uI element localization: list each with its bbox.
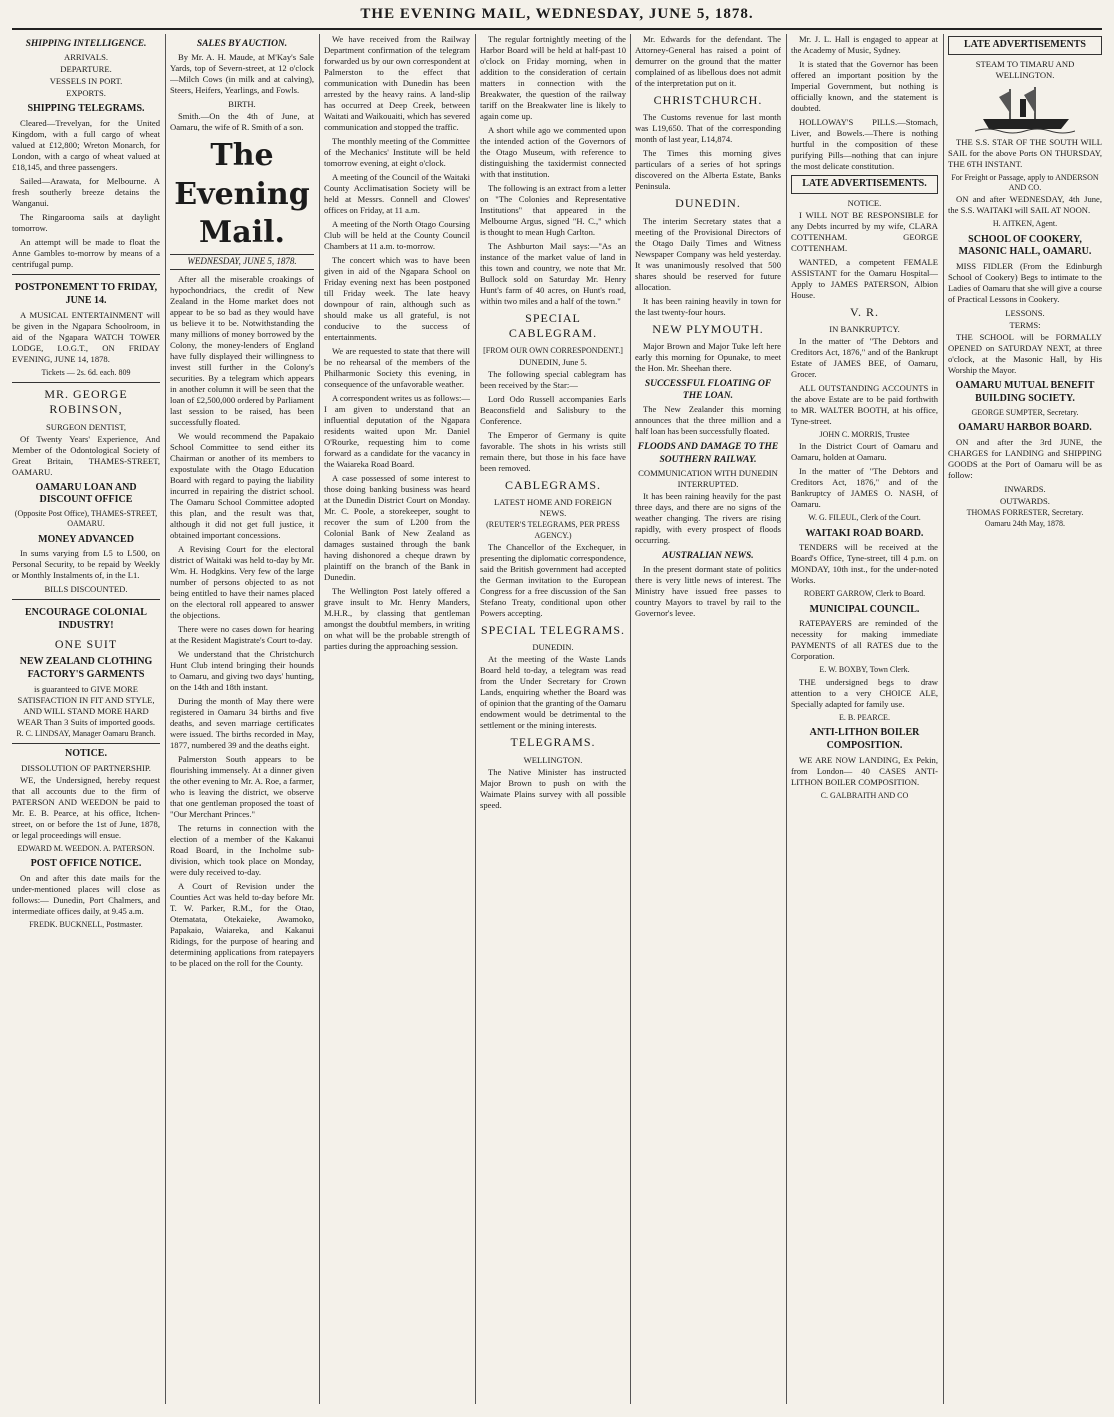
- news-paragraph: The regular fortnightly meeting of the Harbor Board will be held at half-past 10 o'clock on Friday morning, when in addition to the consideration of certain matters in connection with the Breakwater, the question of the railway tariff on the Breakwater line is likely to again come up.: [480, 34, 626, 121]
- school-opening: THE SCHOOL will be FORMALLY OPENED on SATURDAY NEXT, at three o'clock, at the Masonic Hall, by His Worship the Mayor.: [948, 332, 1102, 376]
- garrow-sig: ROBERT GARROW, Clerk to Board.: [803, 589, 926, 599]
- editorial-paragraph: During the month of May there were registered in Oamaru 34 births and five deaths, and seven marriage certificates were issued. The births recorded in May, 1877, numbered 39 and the deaths eight.: [170, 695, 314, 750]
- special-cablegram-heading: SPECIAL CABLEGRAM.: [508, 311, 598, 341]
- star-of-south-ad: THE S.S. STAR OF THE SOUTH WILL SAIL for the above Ports ON THURSDAY, THE 6TH INSTANT.: [948, 136, 1102, 169]
- birth-text: Smith.—On the 4th of June, at Oamaru, the wife of R. Smith of a son.: [170, 111, 314, 133]
- arrivals-heading: ARRIVALS.: [63, 52, 108, 63]
- departure-heading: DEPARTURE.: [60, 64, 112, 75]
- masthead: THE EVENING MAIL, WEDNESDAY, JUNE 5, 1878.: [360, 6, 754, 22]
- outwards-heading: OUTWARDS.: [1000, 495, 1050, 506]
- lessons-heading: LESSONS.: [1005, 308, 1045, 319]
- column-5: [635, 34, 781, 1404]
- news-paragraph: The Ashburton Mail says:—"As an instance of the market value of land in this town and country, we note that Mr. Bullock sold on Saturday Mr. Henry Hunt's farm of 40 acres, on Hunt's road, within two miles and a half of the town.": [480, 241, 626, 306]
- telegram-item: Sailed—Arawata, for Melbourne. A fresh southerly breeze detains the Wanganui.: [12, 175, 160, 208]
- steam-heading: STEAM TO TIMARU AND WELLINGTON.: [975, 58, 1075, 80]
- new-plymouth-heading: NEW PLYMOUTH.: [652, 321, 764, 336]
- column-1: [12, 34, 160, 1404]
- rates-text: RATEPAYERS are reminded of the necessity for making immediate PAYMENTS of all RATES due to the Corporation.: [791, 618, 938, 662]
- sales-heading: SALES BY AUCTION.: [196, 39, 288, 49]
- news-paragraph: Mr. Edwards for the defendant. The Attorney-General has raised a point of demurrer on the ground that the matter complained of as libellous does not admit of the interpretation put on it.: [635, 34, 781, 88]
- news-paragraph: The interim Secretary states that a meeting of the Provisional Directors of the Otago Daily Times and Witness Newspaper Company was held yesterday. It was unanimously resolved that 500 shares should be reserved for future allocation.: [635, 215, 781, 292]
- post-office-text: On and after this date mails for the under-mentioned places will close as follows:— Dunedin, Port Chalmers, and intermediate offices daily, at 9.45 a.m.: [12, 872, 160, 916]
- late-ads-heading: LATE ADVERTISEMENTS: [948, 36, 1102, 55]
- editorial-paragraph: After all the miserable croakings of hypochondriacs, the credit of New Zealand in the Home market does not appear to be so bad as they would have us believe it to be. Notwithstanding the many millions of money borrowed by the Colony, the money-lenders of England have fully displayed their willingness to invest still further in the Colony's securities. By a telegram which appears in another column it will be seen that the loan of £2,500,000 ordered by Parliament last session to be raised, has been successfully floated.: [170, 273, 314, 427]
- aitken-sig: H. AITKEN, Agent.: [992, 219, 1058, 229]
- news-paragraph: The New Zealander this morning announces that the three million and a half loan has been successfully floated.: [635, 404, 781, 437]
- encourage-heading: ENCOURAGE COLONIAL INDUSTRY!: [25, 607, 147, 632]
- news-paragraph: It has been raining heavily in town for the last twenty-four hours.: [635, 295, 781, 317]
- municipal-heading: MUNICIPAL COUNCIL.: [809, 603, 920, 615]
- news-paragraph: A meeting of the Council of the Waitaki County Acclimatisation Society will be held at Messrs. Connell and Clowes' offices on Friday, at 11 a.m.: [324, 172, 470, 215]
- sumpter-sig: GEORGE SUMPTER, Secretary.: [971, 407, 1079, 417]
- shipping-telegrams-heading: SHIPPING TELEGRAMS.: [27, 103, 145, 115]
- cable-item: The Chancellor of the Exchequer, in presenting the diplomatic correspondence, said the British government had accepted the German invitation to the European Congress for a free discussion of the San Stefano Treaty, conditional upon other Powers accepting.: [480, 541, 626, 618]
- loan-office-sub: (Opposite Post Office), THAMES-STREET, OAMARU.: [14, 509, 158, 529]
- column-separator: [475, 34, 476, 1404]
- cable-item: The Emperor of Germany is quite favorable. The shots in his wrists still remain there, but those in his face have been removed.: [480, 429, 626, 473]
- dentist-title: SURGEON DENTIST,: [45, 421, 127, 432]
- news-paragraph: The Customs revenue for last month was L19,650. That of the corresponding month of last year, L14,874.: [635, 112, 781, 145]
- bankruptcy-text: In the matter of "The Debtors and Creditors Act, 1876," and of the Bankrupt Estate of JAMES BEE, of Oamaru, Grocer.: [791, 336, 938, 380]
- anti-lithon-heading: ANTI-LITHON BOILER COMPOSITION.: [809, 726, 920, 751]
- galbraith-sig: C. GALBRAITH AND CO: [820, 790, 909, 800]
- pearce-sig: E. B. PEARCE.: [839, 712, 890, 722]
- lindsay-sig: R. C. LINDSAY, Manager Oamaru Branch.: [16, 728, 156, 738]
- masthead-rule: [12, 28, 1102, 30]
- harbor-text: ON and after the 3rd JUNE, the CHARGES for LANDING and SHIPPING GOODS at the Port of Oamaru will be as follow:: [948, 436, 1102, 480]
- shipping-heading: SHIPPING INTELLIGENCE.: [25, 39, 147, 49]
- news-paragraph: Major Brown and Major Tuke left here early this morning for Opunake, to meet the Hon. Mr. Sheehan there.: [635, 341, 781, 374]
- floods-heading: FLOODS AND DAMAGE TO THE SOUTHERN RAILWAY.: [637, 442, 779, 465]
- vr-heading: V. R.: [849, 304, 880, 319]
- column-2: [170, 34, 314, 1404]
- cablegrams-heading: CABLEGRAMS.: [504, 477, 601, 492]
- one-suit: ONE SUIT: [54, 636, 118, 651]
- vessels-heading: VESSELS IN PORT.: [49, 76, 123, 87]
- editorial-paragraph: We would recommend the Papakaio School Committee to send either its Chairman or another of its members to expostulate with the Otago Education Board with regard to paying the liability incurred in repairing the district school. The Oamaru School Committee adopted this plan, and the result was that, although it did not get full justice, it obtained important concessions.: [170, 430, 314, 540]
- tenders-text: TENDERS will be received at the Board's Office, Tyne-street, till 4 p.m. on MONDAY, 10th inst., for the under-noted Works.: [791, 542, 938, 586]
- cookery-heading: SCHOOL OF COOKERY, MASONIC HALL, OAMARU.: [958, 233, 1092, 258]
- late-ads-heading: LATE ADVERTISEMENTS.: [791, 175, 938, 194]
- christchurch-heading: CHRISTCHURCH.: [653, 93, 763, 107]
- column-separator: [630, 34, 631, 1404]
- clerk-sig: W. G. FILEUL, Clerk of the Court.: [808, 513, 921, 523]
- news-paragraph: It has been raining heavily for the past three days, and there are no signs of the weather changing. The rivers are rising rapidly, with every prospect of floods occurring.: [635, 490, 781, 545]
- post-office-heading: POST OFFICE NOTICE.: [30, 858, 142, 870]
- bankruptcy-text: ALL OUTSTANDING ACCOUNTS in the above Estate are to be paid forthwith to MR. WALTER BOOTH, at his office, Tyne-street.: [791, 383, 938, 427]
- news-paragraph: The Times this morning gives particulars of a series of hot springs discovered on the Alberta Estate, Banks Peninsula.: [635, 148, 781, 192]
- dateline: DUNEDIN.: [532, 642, 574, 653]
- postponement-heading: POSTPONEMENT TO FRIDAY, JUNE 14.: [14, 281, 158, 306]
- choice-ale-ad: THE undersigned begs to draw attention to a very CHOICE ALE, Specially adapted for family use.: [791, 676, 938, 709]
- nash-text: In the matter of "The Debtors and Creditors Act, 1876," and of the Bankruptcy of JAMES O. NASH, of Oamaru.: [791, 466, 938, 510]
- editorial-paragraph: There were no cases down for hearing at the Resident Magistrate's Court to-day.: [170, 623, 314, 645]
- bankruptcy-heading: IN BANKRUPTCY.: [829, 324, 900, 335]
- money-advanced-heading: MONEY ADVANCED: [38, 533, 134, 545]
- news-paragraph: A short while ago we commented upon the intended action of the Governors of the Otago Museum, with reference to distinguishing the taxidermist connected with that institution.: [480, 125, 626, 179]
- column-7: [948, 34, 1102, 1404]
- dissolution-sig: EDWARD M. WEEDON. A. PATERSON.: [17, 843, 155, 853]
- column-separator: [319, 34, 320, 1404]
- column-6: [791, 34, 938, 1404]
- tickets-line: Tickets — 2s. 6d. each. 809: [41, 367, 131, 377]
- wanted-ad: WANTED, a competent FEMALE ASSISTANT for the Oamaru Hospital—Apply to JAMES PATERSON, Albion House.: [791, 256, 938, 300]
- news-paragraph: Mr. J. L. Hall is engaged to appear at the Academy of Music, Sydney.: [791, 34, 938, 55]
- notice-heading: NOTICE.: [65, 748, 107, 760]
- reuter-line: (REUTER'S TELEGRAMS, PER PRESS AGENCY.): [486, 520, 620, 540]
- fidler-text: MISS FIDLER (From the Edinburgh School of Cookery) Begs to intimate to the Ladies of Oamaru that she will give a course of Practical Lessons in Cookery.: [948, 261, 1102, 305]
- dentist-name: MR. GEORGE ROBINSON,: [44, 386, 128, 417]
- cottenham-notice: I WILL NOT BE RESPONSIBLE for any Debts incurred by my wife, CLARA COTTENHAM. GEORGE COTTENHAM.: [791, 209, 938, 253]
- dateline: DUNEDIN, June 5.: [519, 356, 587, 367]
- australian-heading: AUSTRALIAN NEWS.: [662, 550, 754, 561]
- forrester-sig: THOMAS FORRESTER, Secretary.: [966, 507, 1084, 517]
- trustee-sig: JOHN C. MORRIS, Trustee: [819, 430, 910, 440]
- steamship-icon: [975, 83, 1075, 135]
- district-court: In the District Court of Oamaru and Oamaru, holden at Oamaru.: [791, 441, 938, 463]
- news-paragraph: It is stated that the Governor has been offered an important position by the Imperial Government, but nothing is officially known, and the statement is doubted.: [791, 59, 938, 113]
- latest-news-heading: LATEST HOME AND FOREIGN NEWS.: [493, 497, 612, 519]
- postmaster-sig: FREDK. BUCKNELL, Postmaster.: [29, 919, 143, 929]
- boxby-sig: E. W. BOXBY, Town Clerk.: [819, 665, 910, 675]
- money-text: In sums varying from L5 to L500, on Personal Security, to be repaid by Weekly or Monthly Instalments of, in the L1.: [12, 548, 160, 581]
- bills-heading: BILLS DISCOUNTED.: [44, 584, 128, 595]
- editorial-paragraph: A Revising Court for the electoral district of Waitaki was held to-day by Mr. Wm. H. Hodgkins. Very few of the large number of persons objected to as not being entitled to have their names placed on the electoral roll appeared to answer the objections.: [170, 543, 314, 620]
- telegrams-heading: TELEGRAMS.: [510, 735, 596, 750]
- own-correspondent: [FROM OUR OWN CORRESPONDENT.]: [483, 345, 623, 355]
- waitaki-sailing: ON and after WEDNESDAY, 4th June, the S.S. WAITAKI will SAIL AT NOON.: [948, 194, 1102, 216]
- mutual-heading: OAMARU MUTUAL BENEFIT BUILDING SOCIETY.: [955, 380, 1095, 404]
- news-paragraph: We have received from the Railway Department confirmation of the telegram forwarded us by our own correspondent at Palmerston to the effect that communication with Dunedin has been arrested by the heavy rains. A land-slip has occurred at Deep Creek, between Waitati and Waikouaiti, which has severed communication and stopped the traffic.: [324, 34, 470, 132]
- notice-heading: NOTICE.: [847, 197, 882, 208]
- news-paragraph: In the present dormant state of politics there is very little news of interest. The Ministry have issued free passes to country Mayors to travel by rail to the Governor's levee.: [635, 563, 781, 618]
- news-paragraph: The monthly meeting of the Committee of the Mechanics' Institute will be held tomorrow evening, at eight o'clock.: [324, 136, 470, 168]
- exports-heading: EXPORTS.: [66, 88, 106, 99]
- freight-line: For Freight or Passage, apply to ANDERSON AND CO.: [951, 172, 1099, 193]
- paper-title: The Evening Mail.: [174, 138, 310, 250]
- loan-office-heading: OAMARU LOAN AND DISCOUNT OFFICE: [35, 481, 137, 506]
- column-3: [324, 34, 470, 1404]
- inwards-heading: INWARDS.: [1004, 483, 1046, 494]
- dunedin-heading: DUNEDIN.: [675, 196, 741, 211]
- news-paragraph: A case possessed of some interest to those doing banking business was heard at the Dunedin District Court on Monday. Mr. C. Poole, a storekeeper, sought to recover the sum of L200 from the Colonial Bank of New Zealand as damages sustained through the bank having dishonored a cheque drawn by plaintiff on the branch of the Bank in Dunedin.: [324, 473, 470, 582]
- anti-lithon-text: WE ARE NOW LANDING, Ex Pekin, from London— 40 CASES ANTI-LITHON BOILER COMPOSITION.: [791, 754, 938, 787]
- news-paragraph: A meeting of the North Otago Coursing Club will be held at the County Council Chambers at 11 a.m. to-morrow.: [324, 219, 470, 251]
- news-paragraph: The following is an extract from a letter on "The Colonies and Representative Institutions" that appeared in the Melbourne Argus, signed "H. C.," which is thought to mean Hugh Carlton.: [480, 183, 626, 237]
- news-paragraph: The Wellington Post lately offered a grave insult to Mr. Henry Manders, M.H.R., by classing that gentleman amongst the doubtful members, in writing on what will be the probable strength of parties during the approaching session.: [324, 586, 470, 651]
- cable-item: Lord Odo Russell accompanies Earls Beaconsfield and Salisbury to the Conference.: [480, 393, 626, 426]
- cable-item: The Native Minister has instructed Major Brown to push on with the Waimate Plains survey with all possible speed.: [480, 766, 626, 810]
- telegram-item: Cleared—Trevelyan, for the United Kingdom, with a full cargo of wheat valued at £12,800; Wreton Monarch, for London, with a cargo of wheat valued at £18,145, and three passengers.: [12, 117, 160, 172]
- cable-item: The following special cablegram has been received by the Star:—: [480, 368, 626, 390]
- editorial-paragraph: We understand that the Christchurch Hunt Club intend bringing their hounds to Oamaru, and giving two days' hunting, on the 14th and 18th instant.: [170, 648, 314, 692]
- waitaki-board-heading: WAITAKI ROAD BOARD.: [805, 527, 924, 539]
- editorial-dateline: WEDNESDAY, JUNE 5, 1878.: [170, 254, 314, 270]
- dissolution-heading: DISSOLUTION OF PARTNERSHIP.: [21, 762, 151, 773]
- dissolution-text: WE, the Undersigned, hereby request that all accounts due to the firm of PATERSON AND WEEDON be paid to Mr. E. B. Pearce, at his office, Itchen-street, on or before the 1st of June, 1878, or legal proceedings will ensue.: [12, 774, 160, 840]
- communication-heading: COMMUNICATION WITH DUNEDIN INTERRUPTED.: [638, 467, 778, 489]
- cable-item: At the meeting of the Waste Lands Board held to-day, a telegram was read from the Under Secretary for Crown Lands, enquiring whether the Board was of opinion that the granting of the Oamaru endowment would be detrimental to the settlement or the mining interests.: [480, 654, 626, 731]
- column-separator: [943, 34, 944, 1404]
- news-paragraph: We are requested to state that there will be no rehearsal of the members of the Philharmonic Society this evening, in consequence of the unfavorable weather.: [324, 346, 470, 389]
- dateline: WELLINGTON.: [523, 754, 583, 765]
- editorial-paragraph: Palmerston South appears to be flourishing immensely. At a dinner given the other evening to Mr. A. Roe, a farmer, who is leaving the district, we observe that one gentleman proposed the toast of "Our Merchant Princes.": [170, 753, 314, 819]
- editorial-paragraph: The returns in connection with the election of a member of the Kakanui Road Board, in the Incholme sub-division, which took place on Monday, were duly received to-day.: [170, 822, 314, 877]
- sales-text: By Mr. A. H. Maude, at M'Kay's Sale Yards, top of Severn-street, at 12 o'clock —Milch Cows (in milk and at calving), Steers, Heifers, Yearlings, and Fowls.: [170, 52, 314, 96]
- special-telegrams-heading: SPECIAL TELEGRAMS.: [480, 622, 625, 637]
- holloway-ad: HOLLOWAY'S PILLS.—Stomach, Liver, and Bowels.—There is nothing hurtful in the composition of these purifying Pills—nothing that can injure the most delicate constitution.: [791, 117, 938, 171]
- column-4: [480, 34, 626, 1404]
- column-separator: [165, 34, 166, 1404]
- telegram-item: The Ringarooma sails at daylight tomorrow.: [12, 211, 160, 233]
- guaranteed-text: is guaranteed to GIVE MORE SATISFACTION IN FIT AND STYLE, AND WILL STAND MORE HARD WEAR Than 3 Suits of imported goods.: [16, 683, 156, 727]
- column-separator: [786, 34, 787, 1404]
- birth-heading: BIRTH.: [228, 99, 256, 110]
- news-paragraph: A correspondent writes us as follows:— I am given to understand that an influential deputation of the Ngapara residents waited upon Mr. Daniel O'Rourke, requesting him to come forward as a candidate for the vacancy in the Waiareka Road Board.: [324, 393, 470, 469]
- floating-heading: SUCCESSFUL FLOATING OF THE LOAN.: [644, 379, 772, 402]
- dentist-text: Of Twenty Years' Experience, And Member of the Odontological Society of Great Britain, THAMES-STREET, OAMARU.: [12, 433, 160, 477]
- musical-ad: A MUSICAL ENTERTAINMENT will be given in the Ngapara Schoolroom, in aid of the Ngapara WATCH TOWER LODGE, I.O.G.T., ON FRIDAY EVENING, JUNE 14, 1878.: [12, 309, 160, 364]
- news-paragraph: The concert which was to have been given in aid of the Ngapara School on Friday evening next has been postponed till Friday week. The late heavy downpour of rain, although such as should make us all grateful, is not conducive to the success of entertainments.: [324, 255, 470, 342]
- editorial-paragraph: A Court of Revision under the Counties Act was held to-day before Mr. T. W. Parker, R.M., for the Otao, Otematata, Otekaieke, Awamoko, Papakaio, Waiareka, and Kakanui Ridings, for the purpose of hearing and determining applications from ratepayers to be placed on the roll for the County.: [170, 880, 314, 968]
- harbor-heading: OAMARU HARBOR BOARD.: [958, 421, 1092, 433]
- telegram-item: An attempt will be made to float the Anne Gambles to-morrow by means of a centrifugal pump.: [12, 236, 160, 269]
- nz-clothing: NEW ZEALAND CLOTHING FACTORY'S GARMENTS: [19, 656, 153, 681]
- terms-heading: TERMS:: [1009, 320, 1041, 331]
- harbor-date: Oamaru 24th May, 1878.: [984, 518, 1066, 528]
